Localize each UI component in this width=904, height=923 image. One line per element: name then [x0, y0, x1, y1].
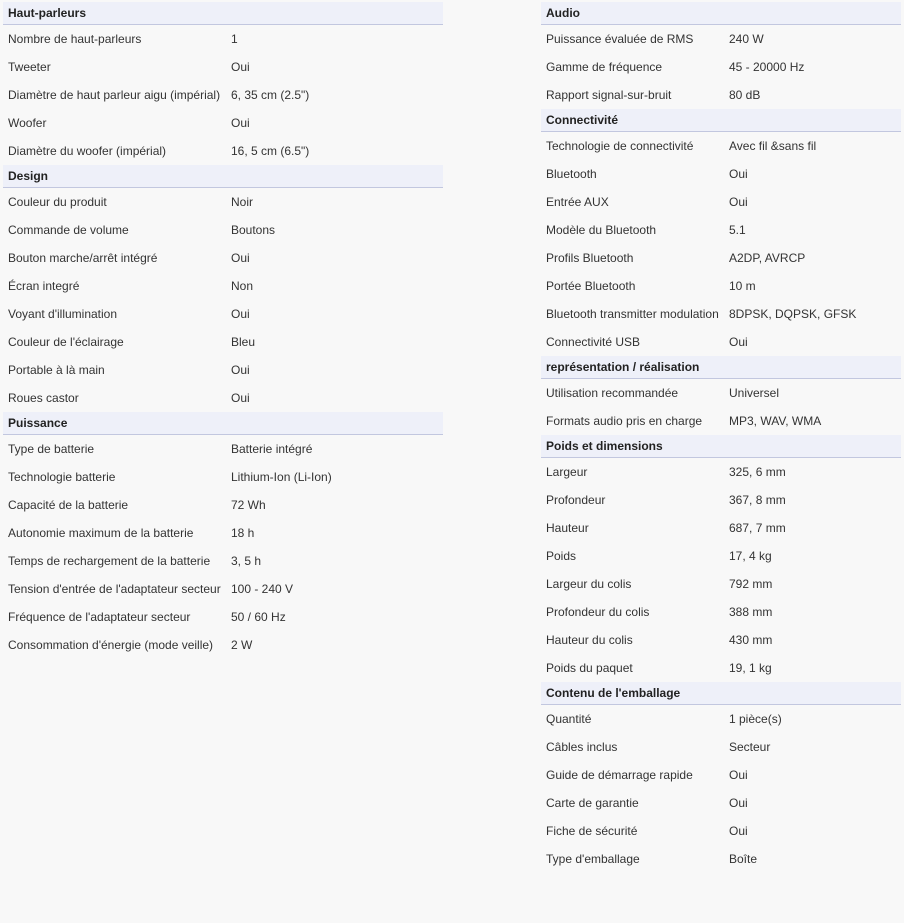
- spec-label: Technologie batterie: [8, 470, 116, 484]
- spec-label: Tweeter: [8, 60, 51, 74]
- spec-label: Gamme de fréquence: [546, 60, 663, 74]
- section-representation: [541, 356, 901, 435]
- spec-value: 17, 4 kg: [729, 549, 772, 563]
- section-title: Design: [3, 165, 443, 188]
- spec-row: [3, 216, 443, 244]
- spec-label: Portable à là main: [8, 363, 105, 377]
- spec-row: [3, 463, 443, 491]
- spec-value: Oui: [729, 335, 748, 349]
- spec-row: [541, 328, 901, 356]
- spec-row: [541, 626, 901, 654]
- spec-label: Quantité: [546, 712, 592, 726]
- spec-value: 430 mm: [729, 633, 773, 647]
- section-puissance: [3, 412, 443, 659]
- spec-label: Profils Bluetooth: [546, 251, 634, 265]
- spec-value: Oui: [729, 768, 748, 782]
- spec-label: Écran integré: [8, 279, 80, 293]
- spec-label: Largeur du colis: [546, 577, 632, 591]
- spec-label: Hauteur du colis: [546, 633, 633, 647]
- spec-row: [541, 53, 901, 81]
- spec-row: [3, 435, 443, 463]
- section-connectivite: [541, 109, 901, 356]
- section-haut-parleurs: [3, 2, 443, 165]
- spec-label: Type d'emballage: [546, 852, 640, 866]
- spec-value: 1 pièce(s): [729, 712, 782, 726]
- spec-label: Câbles inclus: [546, 740, 618, 754]
- spec-value: 100 - 240 V: [231, 582, 294, 596]
- spec-label: Largeur: [546, 465, 588, 479]
- spec-value: Oui: [231, 363, 250, 377]
- spec-row: [541, 160, 901, 188]
- spec-row: [3, 328, 443, 356]
- spec-column-left: [3, 2, 443, 659]
- spec-value: Boîte: [729, 852, 758, 866]
- spec-row: [541, 817, 901, 845]
- spec-value: Lithium-Ion (Li-Ion): [231, 470, 332, 484]
- spec-label: Couleur du produit: [8, 195, 107, 209]
- spec-row: [3, 547, 443, 575]
- spec-row: [541, 733, 901, 761]
- spec-row: [541, 458, 901, 486]
- spec-label: Tension d'entrée de l'adaptateur secteur: [8, 582, 221, 596]
- spec-value: Noir: [231, 195, 254, 209]
- spec-row: [3, 244, 443, 272]
- spec-value: 6, 35 cm (2.5"): [231, 88, 310, 102]
- spec-label: Capacité de la batterie: [8, 498, 129, 512]
- section-title: Poids et dimensions: [541, 435, 901, 458]
- spec-value: Non: [231, 279, 254, 293]
- spec-row: [3, 356, 443, 384]
- spec-value: Oui: [729, 824, 748, 838]
- spec-value: Oui: [231, 391, 250, 405]
- spec-row: [3, 25, 443, 53]
- spec-row: [3, 300, 443, 328]
- spec-row: [541, 81, 901, 109]
- section-title: Connectivité: [541, 109, 901, 132]
- spec-value: 367, 8 mm: [729, 493, 786, 507]
- spec-label: Rapport signal-sur-bruit: [546, 88, 672, 102]
- spec-value: 388 mm: [729, 605, 773, 619]
- spec-value: 18 h: [231, 526, 255, 540]
- spec-value: 687, 7 mm: [729, 521, 786, 535]
- spec-label: Poids: [546, 549, 577, 563]
- spec-value: 45 - 20000 Hz: [729, 60, 805, 74]
- section-title: représentation / réalisation: [541, 356, 901, 379]
- spec-row: [541, 216, 901, 244]
- spec-label: Technologie de connectivité: [546, 139, 694, 153]
- spec-label: Entrée AUX: [546, 195, 609, 209]
- spec-row: [3, 188, 443, 216]
- spec-value: 80 dB: [729, 88, 761, 102]
- spec-row: [541, 132, 901, 160]
- spec-label: Bouton marche/arrêt intégré: [8, 251, 158, 265]
- spec-value: Oui: [729, 195, 748, 209]
- spec-row: [3, 109, 443, 137]
- spec-value: 325, 6 mm: [729, 465, 786, 479]
- spec-row: [541, 25, 901, 53]
- spec-row: [541, 542, 901, 570]
- spec-value: 16, 5 cm (6.5"): [231, 144, 310, 158]
- spec-value: 2 W: [231, 638, 253, 652]
- spec-label: Voyant d'illumination: [8, 307, 118, 321]
- spec-label: Guide de démarrage rapide: [546, 768, 693, 782]
- spec-value: 10 m: [729, 279, 756, 293]
- spec-row: [541, 654, 901, 682]
- spec-value: Oui: [231, 251, 250, 265]
- spec-label: Commande de volume: [8, 223, 129, 237]
- spec-row: [541, 379, 901, 407]
- spec-row: [3, 491, 443, 519]
- spec-row: [541, 598, 901, 626]
- spec-label: Nombre de haut-parleurs: [8, 32, 142, 46]
- spec-row: [541, 188, 901, 216]
- spec-label: Diamètre du woofer (impérial): [8, 144, 167, 158]
- section-title: Audio: [541, 2, 901, 25]
- spec-label: Poids du paquet: [546, 661, 633, 675]
- spec-row: [541, 570, 901, 598]
- spec-row: [541, 845, 901, 873]
- section-poids-dimensions: [541, 435, 901, 682]
- spec-value: 72 Wh: [231, 498, 266, 512]
- spec-label: Connectivité USB: [546, 335, 641, 349]
- spec-row: [3, 575, 443, 603]
- spec-row: [541, 514, 901, 542]
- spec-label: Profondeur du colis: [546, 605, 650, 619]
- spec-row: [3, 81, 443, 109]
- spec-label: Consommation d'énergie (mode veille): [8, 638, 214, 652]
- spec-row: [3, 384, 443, 412]
- spec-row: [541, 300, 901, 328]
- spec-label: Bluetooth: [546, 167, 597, 181]
- spec-value: 19, 1 kg: [729, 661, 772, 675]
- spec-value: Avec fil &sans fil: [729, 139, 817, 153]
- spec-value: Secteur: [729, 740, 771, 754]
- spec-label: Bluetooth transmitter modulation: [546, 307, 719, 321]
- spec-row: [3, 631, 443, 659]
- section-title: Contenu de l'emballage: [541, 682, 901, 705]
- section-title: Haut-parleurs: [3, 2, 443, 25]
- spec-row: [3, 53, 443, 81]
- spec-row: [541, 761, 901, 789]
- spec-label: Temps de rechargement de la batterie: [8, 554, 211, 568]
- spec-label: Portée Bluetooth: [546, 279, 636, 293]
- spec-column-right: [541, 2, 901, 873]
- spec-label: Hauteur: [546, 521, 589, 535]
- section-title: Puissance: [3, 412, 443, 435]
- spec-label: Carte de garantie: [546, 796, 639, 810]
- spec-label: Profondeur: [546, 493, 606, 507]
- spec-row: [541, 272, 901, 300]
- spec-value: Universel: [729, 386, 780, 400]
- spec-label: Formats audio pris en charge: [546, 414, 703, 428]
- spec-row: [3, 272, 443, 300]
- spec-label: Modèle du Bluetooth: [546, 223, 657, 237]
- spec-row: [541, 407, 901, 435]
- spec-value: 792 mm: [729, 577, 773, 591]
- spec-value: 5.1: [729, 223, 746, 237]
- spec-row: [541, 486, 901, 514]
- spec-value: 1: [231, 32, 238, 46]
- spec-value: Oui: [231, 307, 250, 321]
- spec-label: Utilisation recommandée: [546, 386, 679, 400]
- spec-value: Bleu: [231, 335, 256, 349]
- spec-row: [541, 789, 901, 817]
- spec-row: [3, 603, 443, 631]
- spec-value: Batterie intégré: [231, 442, 313, 456]
- spec-value: MP3, WAV, WMA: [729, 414, 822, 428]
- spec-label: Woofer: [8, 116, 47, 130]
- spec-value: Oui: [231, 60, 250, 74]
- spec-label: Couleur de l'éclairage: [8, 335, 124, 349]
- section-audio: [541, 2, 901, 109]
- spec-label: Roues castor: [8, 391, 79, 405]
- spec-value: 8DPSK, DQPSK, GFSK: [729, 307, 857, 321]
- spec-label: Fréquence de l'adaptateur secteur: [8, 610, 191, 624]
- spec-value: Oui: [729, 796, 748, 810]
- section-contenu-emballage: [541, 682, 901, 873]
- section-design: [3, 165, 443, 412]
- spec-value: 3, 5 h: [231, 554, 262, 568]
- spec-value: Boutons: [231, 223, 276, 237]
- spec-label: Diamètre de haut parleur aigu (impérial): [8, 88, 221, 102]
- spec-row: [541, 705, 901, 733]
- spec-row: [3, 137, 443, 165]
- spec-label: Fiche de sécurité: [546, 824, 638, 838]
- spec-label: Puissance évaluée de RMS: [546, 32, 694, 46]
- spec-label: Type de batterie: [8, 442, 95, 456]
- spec-value: Oui: [231, 116, 250, 130]
- spec-row: [541, 244, 901, 272]
- spec-value: 240 W: [729, 32, 764, 46]
- spec-value: A2DP, AVRCP: [729, 251, 806, 265]
- spec-value: Oui: [729, 167, 748, 181]
- spec-value: 50 / 60 Hz: [231, 610, 286, 624]
- spec-label: Autonomie maximum de la batterie: [8, 526, 194, 540]
- spec-row: [3, 519, 443, 547]
